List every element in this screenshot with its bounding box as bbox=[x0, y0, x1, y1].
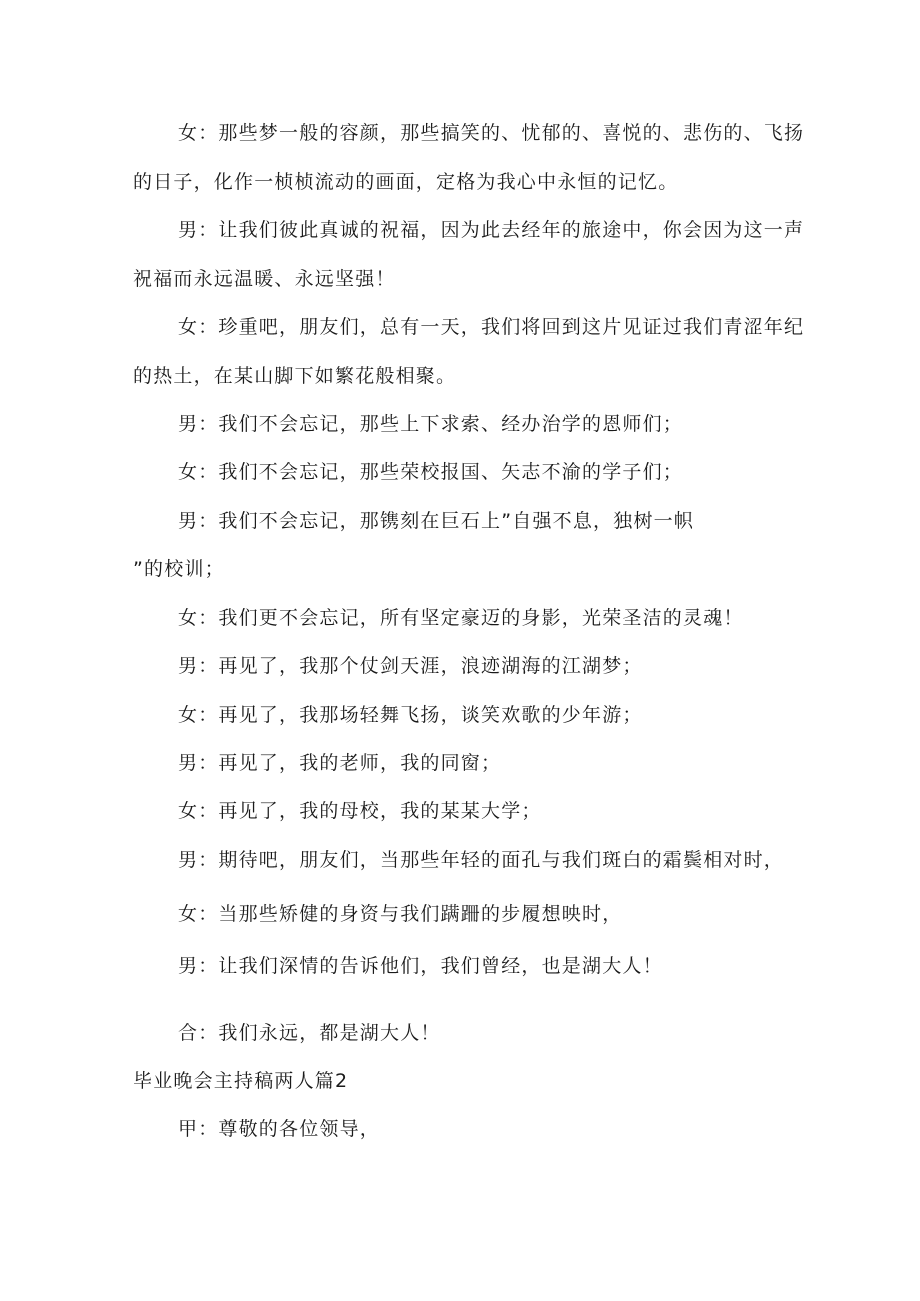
dialogue-line: 男：再见了，我那个仗剑天涯，浪迹湖海的江湖梦； bbox=[178, 655, 643, 677]
dialogue-line: 男：我们不会忘记，那些上下求索、经办治学的恩师们； bbox=[178, 413, 684, 435]
dialogue-line: 男：让我们彼此真诚的祝福，因为此去经年的旅途中，你会因为这一声 bbox=[178, 219, 805, 241]
dialogue-line: 女：再见了，我的母校，我的某某大学； bbox=[178, 800, 542, 822]
dialogue-line: 男：让我们深情的告诉他们，我们曾经，也是湖大人！ bbox=[178, 955, 663, 977]
dialogue-line: 甲：尊敬的各位领导， bbox=[178, 1118, 381, 1140]
dialogue-line: 男：我们不会忘记，那镌刻在巨石上”自强不息，独树一帜 bbox=[178, 510, 695, 532]
dialogue-line: 的日子，化作一桢桢流动的画面，定格为我心中永恒的记忆。 bbox=[133, 171, 679, 193]
dialogue-line: 女：我们更不会忘记，所有坚定豪迈的身影，光荣圣洁的灵魂！ bbox=[178, 607, 744, 629]
dialogue-line: 女：再见了，我那场轻舞飞扬，谈笑欢歌的少年游； bbox=[178, 704, 643, 726]
section-heading: 毕业晚会主持稿两人篇2 bbox=[133, 1070, 349, 1092]
dialogue-line: 男：再见了，我的老师，我的同窗； bbox=[178, 752, 502, 774]
dialogue-line: 合：我们永远，都是湖大人！ bbox=[178, 1022, 441, 1044]
dialogue-line: 女：那些梦一般的容颜，那些搞笑的、忧郁的、喜悦的、悲伤的、飞扬 bbox=[178, 122, 805, 144]
dialogue-line: 女：我们不会忘记，那些荣校报国、矢志不渝的学子们； bbox=[178, 461, 684, 483]
dialogue-line: 女：珍重吧，朋友们，总有一天，我们将回到这片见证过我们青涩年纪 bbox=[178, 316, 805, 338]
dialogue-line: 祝福而永远温暖、永远坚强！ bbox=[133, 268, 396, 290]
dialogue-line: 女：当那些矫健的身资与我们蹒跚的步履想映时， bbox=[178, 903, 623, 925]
dialogue-line: 的热土，在某山脚下如繁花般相聚。 bbox=[133, 365, 457, 387]
dialogue-line: ”的校训； bbox=[133, 558, 225, 580]
dialogue-line: 男：期待吧，朋友们，当那些年轻的面孔与我们斑白的霜鬓相对时， bbox=[178, 849, 785, 871]
